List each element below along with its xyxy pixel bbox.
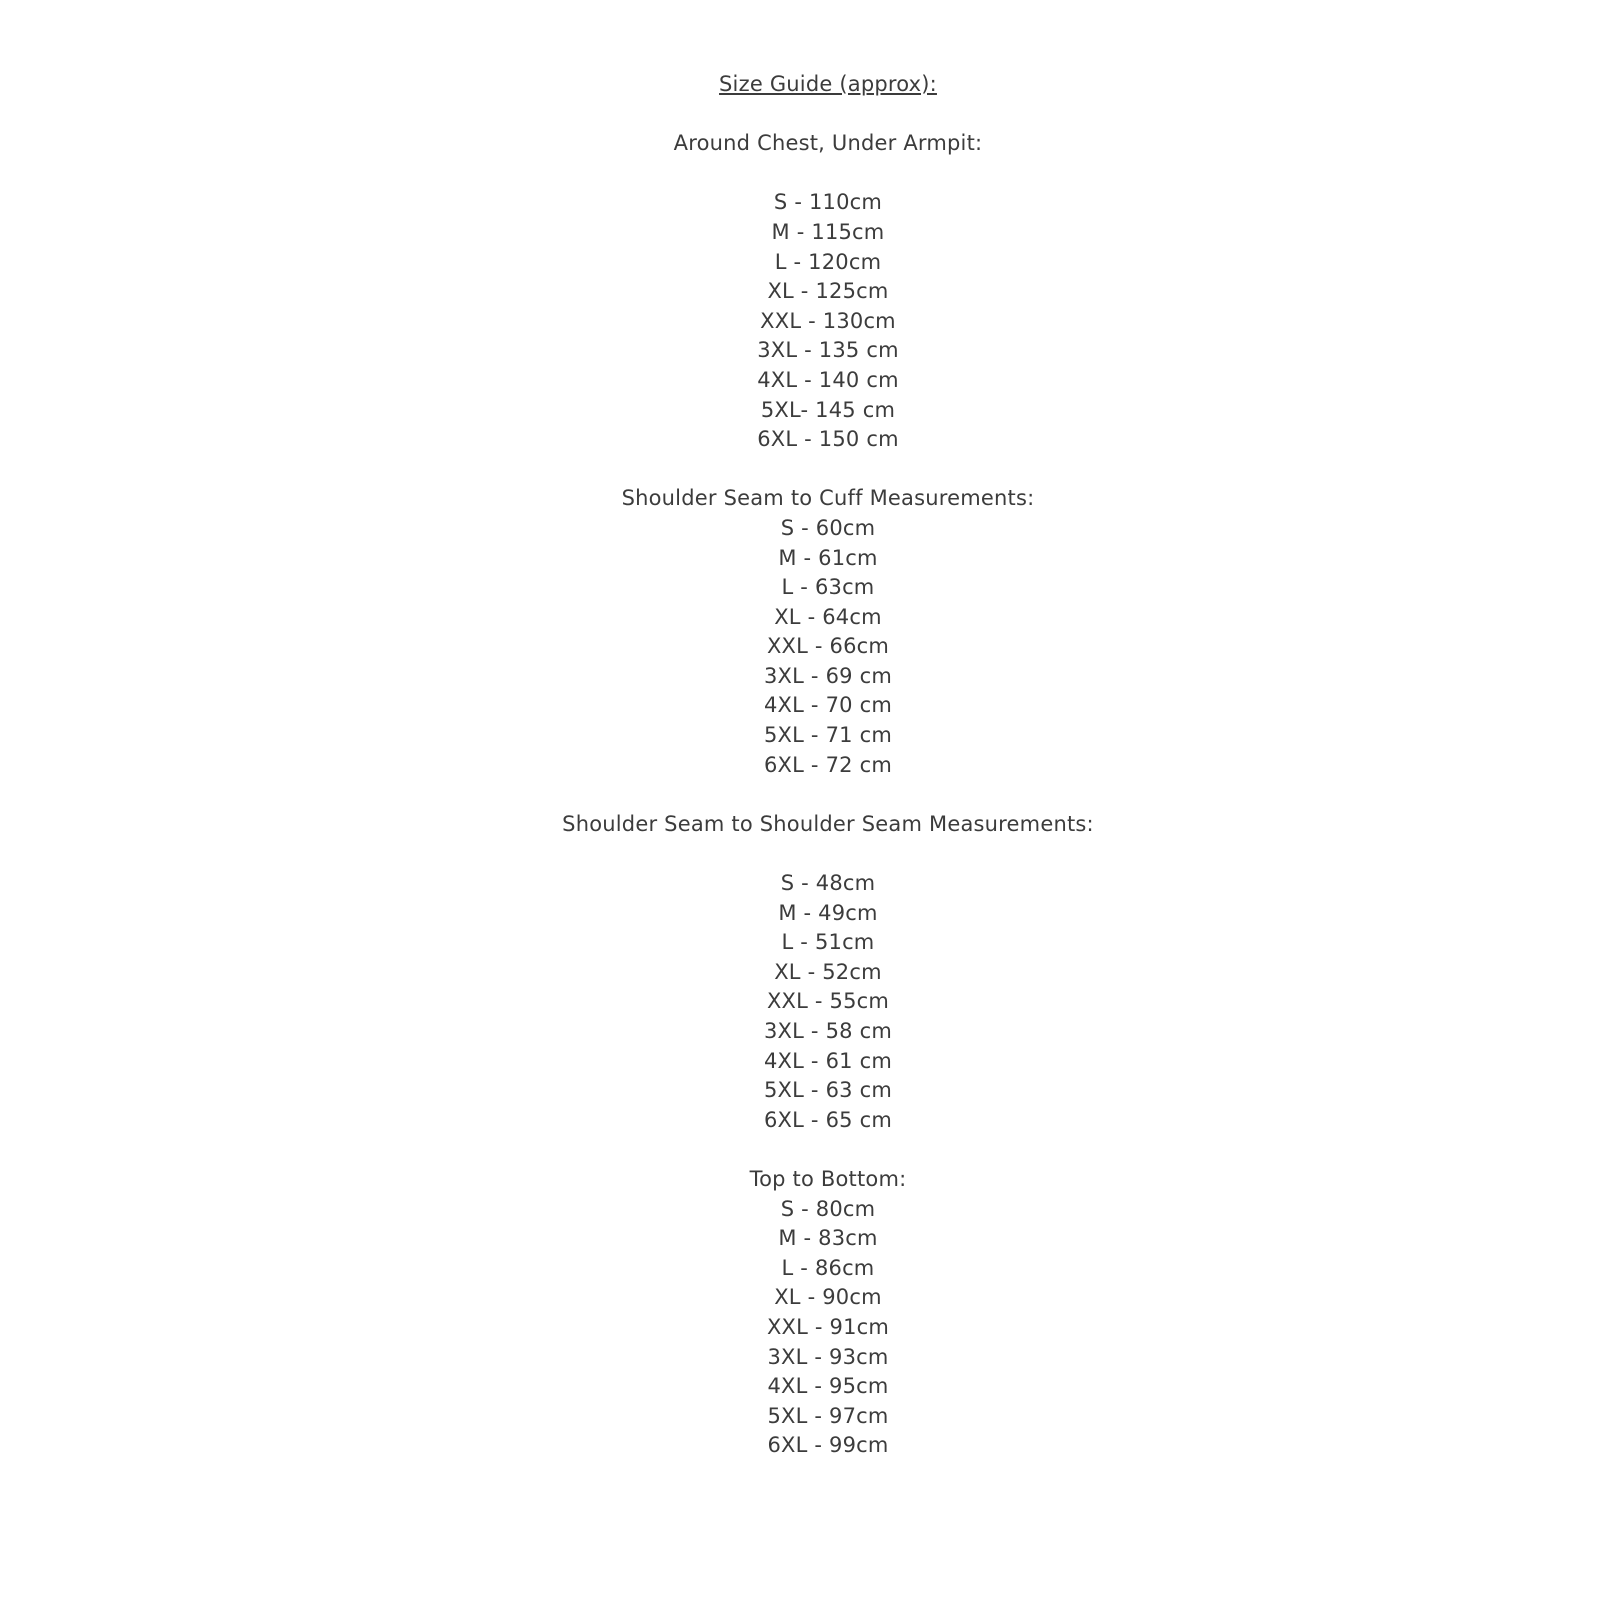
size-guide-title: Size Guide (approx): <box>719 72 937 96</box>
size-measurement-line: 5XL- 145 cm <box>760 397 896 422</box>
size-measurement-line: 6XL - 99cm <box>767 1433 889 1458</box>
size-measurement-line: 6XL - 72 cm <box>764 752 892 777</box>
size-measurement-line: 5XL - 97cm <box>767 1403 889 1428</box>
blank-line <box>28 839 1600 869</box>
size-measurement-line: S - 80cm <box>780 1196 876 1221</box>
size-measurement-line: L - 63cm <box>781 575 875 600</box>
size-measurement-line: 4XL - 61 cm <box>764 1048 892 1073</box>
size-measurement-line: M - 49cm <box>778 900 878 925</box>
section-heading: Around Chest, Under Armpit: <box>673 131 983 156</box>
size-measurement-line: L - 51cm <box>781 930 875 955</box>
size-measurement-line: XL - 64cm <box>774 604 882 629</box>
size-measurement-line: 6XL - 150 cm <box>757 427 899 452</box>
blank-line <box>28 780 1600 810</box>
size-measurement-line: XXL - 130cm <box>760 308 896 333</box>
size-measurement-line: 4XL - 70 cm <box>764 693 892 718</box>
section-heading: Shoulder Seam to Cuff Measurements: <box>621 486 1035 511</box>
size-measurement-line: 4XL - 140 cm <box>757 367 899 392</box>
size-measurement-line: 5XL - 71 cm <box>764 723 892 748</box>
size-measurement-line: 3XL - 69 cm <box>764 663 892 688</box>
size-measurement-line: 3XL - 58 cm <box>764 1019 892 1043</box>
blank-line <box>28 100 1600 130</box>
size-measurement-line: XL - 125cm <box>767 279 889 304</box>
section-heading: Shoulder Seam to Shoulder Seam Measurements: <box>562 811 1094 836</box>
size-measurement-line: XL - 90cm <box>774 1285 882 1310</box>
blank-line <box>28 1135 1600 1165</box>
size-measurement-line: XL - 52cm <box>774 959 882 984</box>
size-measurement-line: S - 110cm <box>773 190 883 215</box>
size-guide-sections <box>28 100 1600 1461</box>
size-measurement-line: XXL - 91cm <box>766 1314 890 1339</box>
size-measurement-line: L - 120cm <box>774 249 882 274</box>
size-measurement-line: XXL - 66cm <box>766 634 890 659</box>
size-measurement-line: 3XL - 93cm <box>767 1344 889 1369</box>
size-measurement-line: M - 83cm <box>778 1226 878 1251</box>
size-measurement-line: L - 86cm <box>781 1255 875 1280</box>
size-measurement-line: S - 48cm <box>780 871 876 896</box>
size-measurement-line: 4XL - 95cm <box>767 1374 889 1399</box>
size-measurement-line: S - 60cm <box>780 515 876 540</box>
size-guide-document <box>28 0 1600 1461</box>
blank-line <box>28 455 1600 485</box>
size-measurement-line: M - 115cm <box>771 219 885 244</box>
size-measurement-line: 5XL - 63 cm <box>764 1078 892 1103</box>
size-measurement-line: 3XL - 135 cm <box>757 338 899 363</box>
blank-line <box>28 159 1600 189</box>
size-measurement-line: M - 61cm <box>778 545 878 570</box>
section-heading: Top to Bottom: <box>749 1166 907 1191</box>
size-measurement-line: XXL - 55cm <box>766 989 890 1014</box>
size-measurement-line: 6XL - 65 cm <box>764 1107 892 1132</box>
